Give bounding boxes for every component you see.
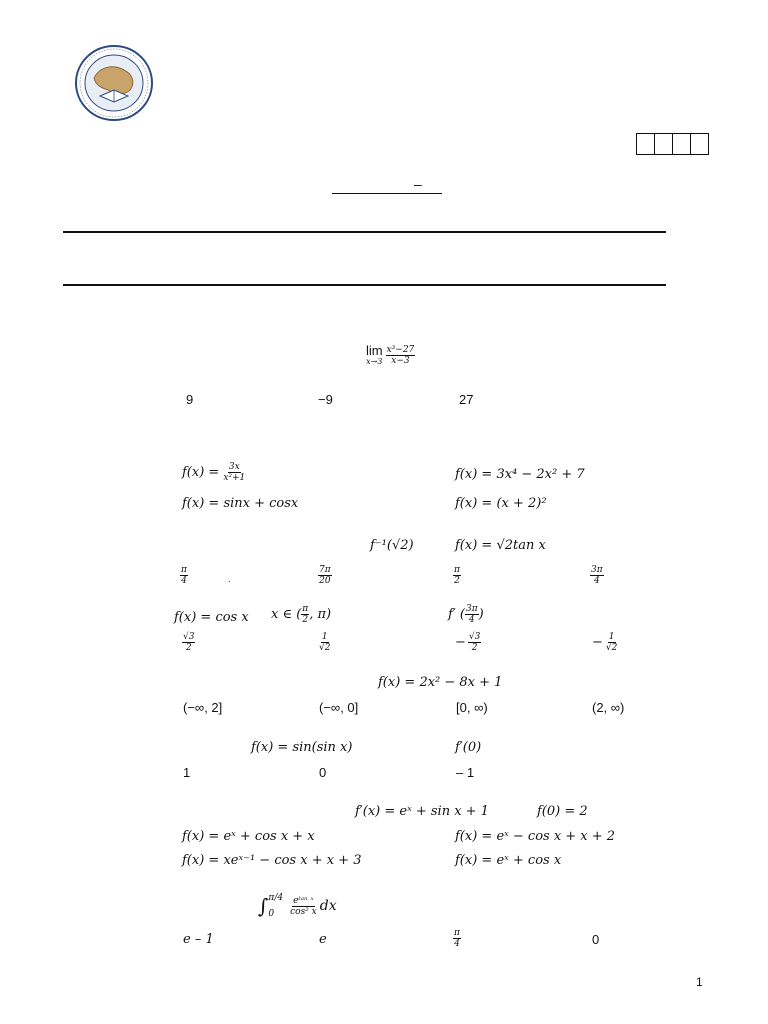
q5-option-c: [0, ∞)	[456, 700, 488, 715]
q4-find-frac	[465, 604, 479, 625]
q8-option-d: 0	[592, 932, 600, 947]
q6-option-b: 0	[319, 765, 327, 780]
q5-option-b: (−∞, 0]	[319, 700, 359, 715]
q1-numerator: x³−27	[386, 344, 415, 355]
q4-given-a: f(x) = cos x	[174, 610, 249, 625]
title-mark: –	[414, 176, 422, 192]
q8-option-c-num: π	[454, 928, 460, 938]
q3-option-a-den: 4	[181, 576, 187, 586]
q3-option-b-den: 20	[319, 576, 331, 586]
q5-option-d: (2, ∞)	[592, 700, 625, 715]
q1-lim-sub: x→3	[366, 357, 383, 366]
q8-dx: dx	[319, 898, 337, 914]
q4-given-b-frac	[301, 604, 309, 625]
q8-option-a: e – 1	[183, 932, 214, 947]
q8-integral	[258, 893, 337, 919]
q8-denominator: cos² x	[290, 906, 317, 917]
q2-option-a-fraction	[222, 462, 246, 483]
page-number: 1	[696, 975, 703, 989]
q4-given-b-den: 2	[302, 615, 309, 625]
q6-given: f(x) = sin(sin x)	[251, 740, 353, 755]
board-seal-icon	[74, 44, 154, 122]
roll-number-boxes	[636, 133, 709, 155]
q3-option-d-num: 3π	[591, 565, 603, 575]
q8-fraction	[289, 896, 318, 917]
q7-option-d: f(x) = eˣ + cos x	[455, 853, 562, 868]
q4-option-b-den: √2	[319, 643, 331, 653]
title-underline	[332, 193, 442, 194]
q3-stray-mark: .	[228, 574, 231, 584]
q8-upper-limit: π/4	[268, 893, 284, 903]
q1-option-b: −9	[318, 392, 333, 407]
q4-option-d-sign: −	[592, 635, 603, 650]
q1-denominator: x−3	[391, 355, 410, 366]
q4-option-a-num: √3	[183, 632, 195, 642]
q3-option-c	[453, 565, 461, 586]
q7-option-a: f(x) = eˣ + cos x + x	[182, 829, 315, 844]
q4-option-b	[318, 632, 331, 653]
q3-option-d	[590, 565, 604, 586]
q6-find: f′(0)	[455, 740, 482, 755]
board-logo	[74, 44, 154, 122]
q1-fraction	[386, 345, 416, 366]
q8-integral-sign: ∫	[258, 894, 269, 918]
q6-option-a: 1	[183, 765, 191, 780]
q8-option-b: e	[319, 932, 327, 947]
header-rule-top	[63, 231, 666, 233]
q2-option-a	[182, 462, 246, 483]
q4-option-d-num: 1	[608, 632, 615, 642]
q4-find-rhs: )	[478, 607, 484, 622]
q4-given-b-num: π	[302, 604, 309, 614]
q3-find: f⁻¹(√2)	[370, 538, 414, 553]
q1-lim: lim	[366, 343, 383, 358]
q4-given-b-rhs: , π)	[309, 607, 332, 622]
q1-limit-expression	[366, 344, 415, 366]
q4-find-den: 4	[468, 615, 475, 625]
q2-option-a-den: x²+1	[223, 473, 246, 483]
q3-option-b	[318, 565, 332, 586]
q6-option-c: – 1	[456, 765, 475, 780]
roll-box	[637, 134, 655, 154]
q5-option-a: (−∞, 2]	[183, 700, 223, 715]
q4-option-d-den: √2	[605, 643, 618, 653]
q3-option-c-den: 2	[454, 576, 460, 586]
q5-given: f(x) = 2x² − 8x + 1	[378, 675, 503, 690]
q7-option-b: f(x) = eˣ − cos x + x + 2	[455, 829, 616, 844]
q1-option-a: 9	[186, 392, 194, 407]
q7-given-b: f(0) = 2	[537, 804, 588, 819]
q4-option-c-den: 2	[471, 643, 478, 653]
q4-option-c	[455, 632, 481, 653]
q2-option-b: f(x) = 3x⁴ − 2x² + 7	[455, 467, 585, 482]
q4-option-a-den: 2	[185, 643, 192, 653]
roll-box	[691, 134, 708, 154]
q8-option-c	[453, 928, 461, 949]
q8-lower-limit: 0	[268, 909, 275, 919]
q7-option-c: f(x) = xeˣ⁻¹ − cos x + x + 3	[182, 853, 362, 868]
q4-option-a	[182, 632, 195, 653]
q3-option-c-num: π	[454, 565, 460, 575]
q4-find-lhs: f′ (	[448, 607, 465, 622]
q2-option-a-num: 3x	[228, 462, 240, 472]
q4-option-d	[592, 632, 618, 653]
q4-find-num: 3π	[465, 604, 478, 614]
q4-option-b-num: 1	[321, 632, 328, 642]
q4-given-b	[271, 604, 331, 625]
roll-box	[673, 134, 691, 154]
q3-given: f(x) = √2tan x	[455, 538, 546, 553]
q4-find	[448, 604, 484, 625]
q2-option-d: f(x) = (x + 2)²	[455, 496, 547, 511]
q1-option-c: 27	[459, 392, 474, 407]
q3-option-a	[180, 565, 188, 586]
header-rule-bottom	[63, 284, 666, 286]
q7-given-a: f′(x) = eˣ + sin x + 1	[355, 804, 489, 819]
q2-option-c: f(x) = sinx + cosx	[182, 496, 299, 511]
q3-option-b-num: 7π	[319, 565, 331, 575]
q4-option-c-frac	[468, 632, 481, 653]
q3-option-a-num: π	[181, 565, 187, 575]
q4-option-d-frac	[605, 632, 618, 653]
q4-option-c-num: √3	[468, 632, 481, 642]
q2-option-a-lhs: f(x) =	[182, 465, 220, 480]
q8-option-c-den: 4	[454, 939, 460, 949]
q8-numerator: eᵗᵃⁿ ˣ	[293, 895, 314, 906]
roll-box	[655, 134, 673, 154]
q4-option-c-sign: −	[455, 635, 466, 650]
q3-option-d-den: 4	[593, 576, 600, 586]
q4-given-b-lhs: x ∈ (	[271, 607, 302, 622]
